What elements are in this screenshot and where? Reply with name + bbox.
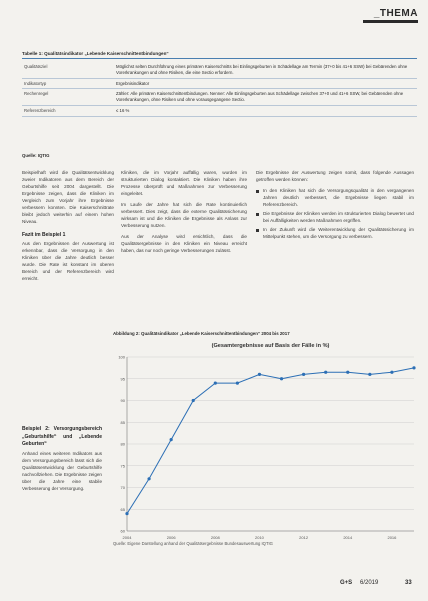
y-tick-label: 70 [120,485,125,490]
col1-heading-2: Beispiel 2: Versorgungsbereich „Geburtshilfe“ und „Lebende Geburten“ [22,426,102,448]
data-point [147,477,150,480]
chart-note: Quelle: Eigene Darstellung anhand der Qualitätsergebnisse Bundesauswertung IQTIG [113,541,273,546]
x-tick-label: 2004 [122,535,132,540]
table-key: Indikatortyp [22,78,114,89]
y-tick-label: 65 [120,506,125,512]
col1-intro: Beispielhaft wird die Qualitätsentwicklung zweier Indikatoren aus dem Bereich der Geburtshilfe seit 2004 dargestellt. Die Ergebnisse zeigen, dass die Kliniken im Vergleich zum Vorjahr ihre Ergebnisse verbessern konnten. Die Kaiserschnittrate bleibt jedoch weiterhin auf einem hohen Niveau. [22,170,114,224]
table-source: Quelle: IQTIG [22,153,50,158]
table-value: Möglichst selten Durchführung eines primären Kaiserschnitts bei Einlingsgeburten in Schädellage am Termin (37+0 bis 41+6 SSW) bei Gebärenden ohne Vorerkrankungen und ohne Risiken, die eine Sectio erfordern. [114,62,417,78]
col3-para-1: Die Ergebnisse der Auswertung zeigen somit, dass folgende Aussagen getroffen werden können: [256,170,414,182]
y-tick-label: 85 [120,419,125,425]
x-tick-label: 2010 [255,535,264,540]
data-point [412,366,415,369]
table-title: Tabelle 1: Qualitätsindikator „Lebende Kaiserschnittentbindungen“ [22,51,169,56]
section-label: _THEMA [373,8,418,19]
data-point [324,371,327,374]
table-key: Qualitätsziel [22,62,114,78]
col2-para-2: Im Laufe der Jahre hat sich die Rate kontinuierlich verbessert. Dies zeigt, dass die externe Qualitätssicherung wirksam ist und die Kliniken die Ergebnisse als Anlass zur Verbesserung nutzen. [121,201,247,228]
x-tick-label: 2014 [343,535,353,540]
line-chart [109,327,422,551]
y-tick-label: 75 [120,463,125,469]
footer-logo: G+S [340,580,353,586]
x-tick-label: 2016 [387,535,397,540]
x-tick-label: 2006 [166,535,176,540]
table-row [22,78,417,89]
bullet-item: In der Zukunft wird die Weiterentwicklung der Qualitätssicherung im Mittelpunkt stehen, um die Versorgung zu verbessern. [256,227,414,241]
column-3 [256,170,414,243]
section-bar [363,20,418,23]
data-point [214,382,217,385]
x-tick-label: 2012 [299,535,309,540]
table-row [22,105,417,116]
data-point [125,512,128,515]
table-rule [22,58,417,59]
col1-para-1: Aus den Ergebnissen der Auswertung ist erkennbar, dass die Versorgung in den Kliniken über die Jahre deutlich besser wurde. Die Rate ist konstant im oberen Bereich und der Referenzbereich wird erreicht. [22,241,114,282]
data-point [170,438,173,441]
chart-caption: Abbildung 2: Qualitätsindikator „Lebende Kaiserschnittentbindungen“ 2004 bis 2017 [113,331,290,336]
col2-para-3: Aus der Analyse wird ersichtlich, dass die Qualitätsergebnisse in den Kliniken ein Niveau erreicht haben, das nur noch geringe Verbesserungen zulässt. [121,233,247,253]
table-row [22,62,417,78]
col2-para-1: Kliniken, die im Vorjahr auffällig waren, wurden im strukturierten Dialog kontaktiert. Die Kliniken haben ihre Prozesse überprüft und Maßnahmen zur Verbesserung eingeleitet. [121,170,247,196]
footer-issue: 6/2019 [360,580,379,586]
data-point [302,373,305,376]
data-point [346,371,349,374]
col1-para-2: Anhand eines weiteren Indikators aus dem Versorgungsbereich lässt sich die Qualitätsentwicklung der Geburtshilfe nachvollziehen. Die Ergebnisse zeigen über die Jahre eine stabile Verbesserung der Versorgung. [22,450,102,491]
bullet-item: Die Ergebnisse der Kliniken werden im strukturierten Dialog bewertet und bei Auffälligkeiten werden Maßnahmen ergriffen. [256,211,414,225]
x-tick-label: 2008 [210,535,220,540]
table-value: Zähler: Alle primären Kaiserschnittentbindungen. Nenner: Alle Einlingsgeburten aus Schädellage zwischen 37+0 und 41+6 SSW, bei Gebärenden ohne Vorerkrankungen, ohne Risiken und ohne vorausgegangene Sectio. [114,89,417,106]
y-tick-label: 60 [120,528,125,534]
y-tick-label: 100 [118,354,125,360]
data-point [390,371,393,374]
chart-inner-title: (Gesamtergebnisse auf Basis der Fälle in %) [211,343,330,349]
table-row [22,89,417,106]
col1-heading-1: Fazit im Beispiel 1 [22,231,66,238]
page-number: 33 [405,580,412,586]
table-value: Ergebnisindikator [114,78,417,89]
col3-bullets [256,188,414,241]
data-point [258,373,261,376]
y-tick-label: 95 [120,376,125,382]
y-tick-label: 90 [120,398,125,403]
data-point [280,377,283,380]
data-point [236,382,239,385]
y-tick-label: 80 [120,441,125,447]
column-2 [121,170,247,255]
table-value: ≤ 16 % [114,105,417,116]
info-table [22,62,417,117]
column-1-lower [22,420,102,493]
table-key: Rechenregel [22,89,114,106]
bullet-item: In den Kliniken hat sich die Versorgungsqualität in den vergangenen Jahren deutlich verbessert, die Ergebnisse liegen stabil im Referenzbereich. [256,188,414,209]
chart-box [109,327,422,551]
data-point [368,373,371,376]
data-point [192,399,195,402]
table-key: Referenzbereich [22,105,114,116]
column-1 [22,170,114,283]
